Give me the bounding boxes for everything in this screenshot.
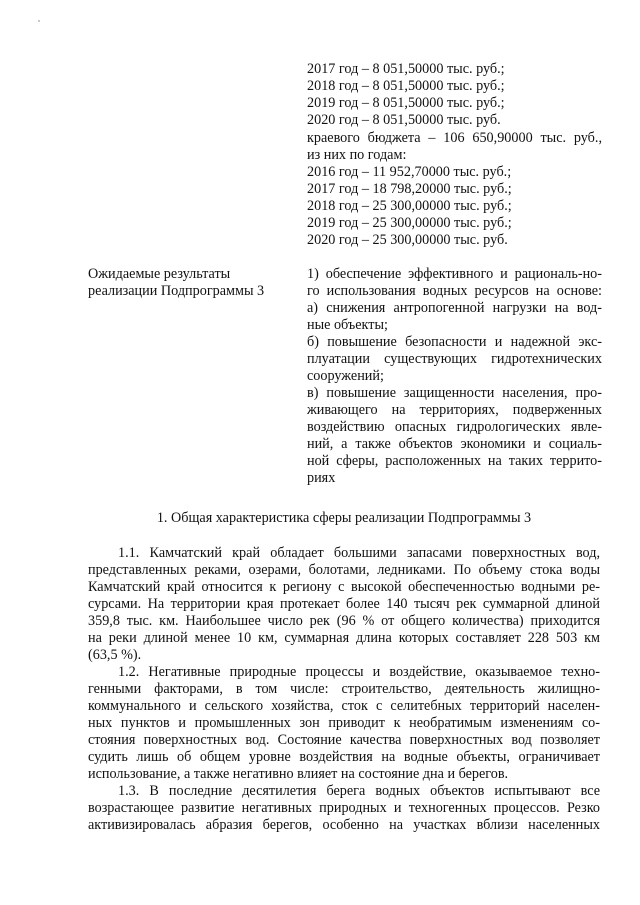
regional-budget-line: 2018 год – 25 300,00000 тыс. руб.; [307,198,512,214]
scan-speck [38,20,40,22]
paragraph-line: на реки длиной менее 10 км, суммарная длина которых составляет 228 503 км [88,630,600,646]
funding-line: 2019 год – 8 051,50000 тыс. руб.; [307,95,505,111]
paragraph-line: стояния поверхностных вод. Состояние качества поверхностных вод позволяет [88,732,600,748]
expected-result-line: живающего на территориях, подверженных [307,402,602,418]
paragraph-line: 1.3. В последние десятилетия берега водных объектов испытывают все [118,783,600,799]
expected-result-line: го использования водных ресурсов на основе: [307,283,602,299]
paragraph-line: 359,8 тыс. км. Наибольшее число рек (96 % от общего количества) приходится [88,613,600,629]
paragraph-line: 1.2. Негативные природные процессы и воздействие, оказываемое техно- [118,664,600,680]
funding-line: 2018 год – 8 051,50000 тыс. руб.; [307,78,505,94]
expected-result-line: сооружений; [307,368,384,384]
regional-budget-line: 2019 год – 25 300,00000 тыс. руб.; [307,215,512,231]
paragraph-line: (63,5 %). [88,647,142,663]
paragraph-line: сурсами. На территории края протекает более 140 тысяч рек суммарной длиной [88,596,600,612]
paragraph-line: ных пунктов и промышленных зон приводит к необратимым изменениям со- [88,715,600,731]
expected-result-line: воздействию опасных гидрологических явле- [307,419,602,435]
expected-result-line: а) снижения антропогенной нагрузки на вод- [307,300,602,316]
paragraph-line: коммунального и сельского хозяйства, сток с селитебных территорий населен- [88,698,600,714]
paragraph-line: использование, а также негативно влияет на состояние дна и берегов. [88,766,509,782]
expected-result-line: в) повышение защищенности населения, про- [307,385,602,401]
paragraph-line: судить лишь об общем уровне воздействия на водные объекты, ограничивает [88,749,600,765]
regional-budget-line: 2017 год – 18 798,20000 тыс. руб.; [307,181,512,197]
expected-results-label: реализации Подпрограммы 3 [88,283,265,299]
paragraph-line: Камчатский край относится к региону с высокой обеспеченностью водными ре- [88,579,600,595]
expected-result-line: плуатации существующих гидротехнических [307,351,602,367]
regional-budget-line: краевого бюджета – 106 650,90000 тыс. руб., [307,130,602,146]
paragraph-line: представленных реками, озерами, болотами, ледниками. По объему стока воды [88,562,600,578]
expected-result-line: ные объекты; [307,317,388,333]
paragraph-line: генными факторами, в том числе: строительство, деятельность жилищно- [88,681,600,697]
funding-line: 2017 год – 8 051,50000 тыс. руб.; [307,61,505,77]
section-heading: 1. Общая характеристика сферы реализации Подпрограммы 3 [156,510,532,526]
funding-line: 2020 год – 8 051,50000 тыс. руб. [307,112,501,128]
regional-budget-line: 2016 год – 11 952,70000 тыс. руб.; [307,164,512,180]
expected-result-line: ний, а также объектов экономики и социаль- [307,436,602,452]
expected-results-label: Ожидаемые результаты [88,266,231,282]
paragraph-line: активизировалась абразия берегов, особенно на участках вблизи населенных [88,817,600,833]
expected-result-line: 1) обеспечение эффективного и рациональ-но- [307,266,602,282]
expected-result-line: ной сферы, расположенных на таких террито- [307,453,602,469]
paragraph-line: 1.1. Камчатский край обладает большими запасами поверхностных вод, [118,545,600,561]
expected-result-line: б) повышение безопасности и надежной экс- [307,334,602,350]
regional-budget-line: 2020 год – 25 300,00000 тыс. руб. [307,232,508,248]
paragraph-line: возрастающее развитие негативных природных и техногенных процессов. Резко [88,800,600,816]
expected-result-line: риях [307,470,336,486]
regional-budget-line: из них по годам: [307,147,407,163]
